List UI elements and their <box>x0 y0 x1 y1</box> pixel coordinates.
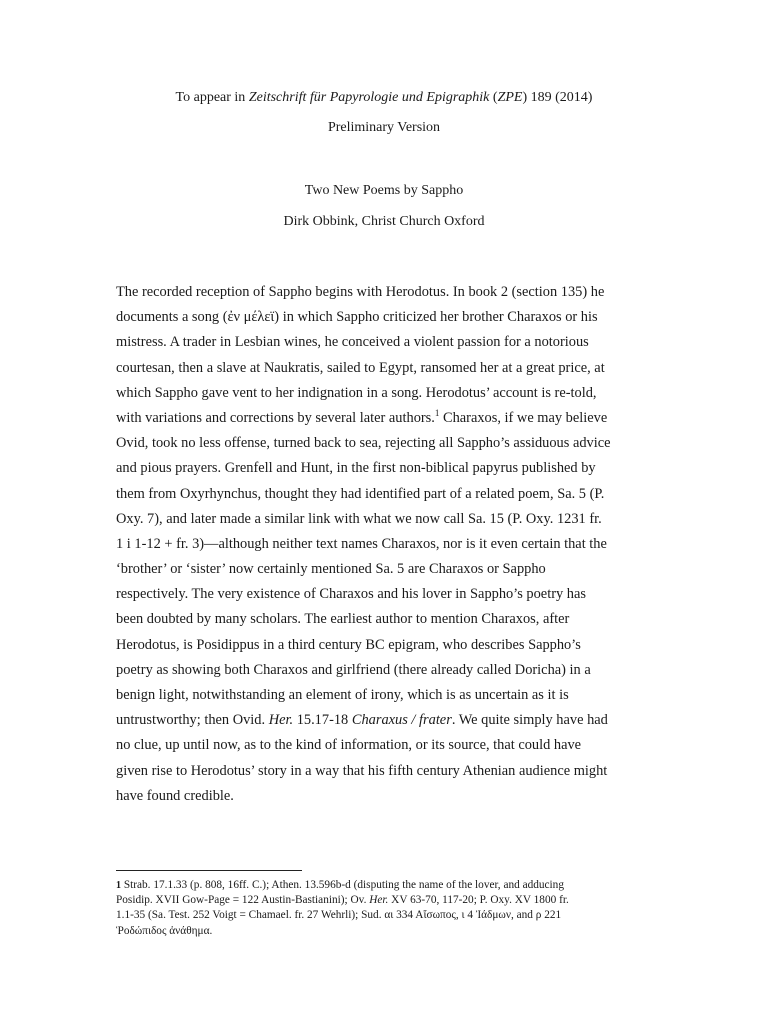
body-line: and pious prayers. Grenfell and Hunt, in the first non-biblical papyrus published by <box>116 460 596 477</box>
body-line: Oxy. 7), and later made a similar link with what we now call Sa. 15 (P. Oxy. 1231 fr. <box>116 510 602 527</box>
footnote-text: Strab. 17.1.33 (p. 808, 16ff. C.); Athen. 13.596b-d (disputing the name of the lover, and adducing <box>121 879 564 891</box>
version-note: Preliminary Version <box>327 120 441 135</box>
footnote-text: Posidip. XVII Gow-Page = 122 Austin-Bastianini); Ov. <box>116 894 370 907</box>
footnote-reference[interactable]: 1 <box>434 408 440 419</box>
body-line: documents a song (ἐν μέλεϊ) in which Sappho criticized her brother Charaxos or his <box>116 309 598 326</box>
footnote-line: Ῥοδώπιδος ἀνάθημα. <box>116 924 213 937</box>
footnote-line <box>116 893 661 908</box>
publication-note-volume: ) 189 (2014) <box>522 90 593 105</box>
body-line: Ovid, took no less offense, turned back to sea, rejecting all Sappho’s assiduous advice <box>116 435 611 452</box>
body-line: benign light, notwithstanding an element of irony, which is as uncertain as it is <box>116 687 569 703</box>
publication-note <box>0 89 768 107</box>
footnote-number: 1 <box>116 880 121 891</box>
body-paragraph <box>116 280 661 809</box>
body-line <box>116 708 661 733</box>
publication-note-paren: ( <box>489 90 498 105</box>
footnote <box>116 878 661 939</box>
body-text-segment: untrustworthy; then Ovid. <box>116 712 269 729</box>
body-text-segment: with variations and corrections by several later authors. <box>116 409 435 426</box>
body-text-segment: Charaxos, if we may believe <box>439 409 608 426</box>
body-line: which Sappho gave vent to her indignation in a song. Herodotus’ account is re-told, <box>116 384 597 401</box>
body-line: no clue, up until now, as to the kind of information, or its source, that could have <box>116 737 582 754</box>
body-line: poetry as showing both Charaxos and girlfriend (there already called Doricha) in a <box>116 661 591 678</box>
body-text-segment: . We quite simply have had <box>451 712 608 729</box>
publication-note-prefix: To appear in <box>175 90 249 105</box>
journal-abbreviation: ZPE <box>497 90 523 105</box>
body-line: ‘brother’ or ‘sister’ now certainly mentioned Sa. 5 are Charaxos or Sappho <box>116 561 546 578</box>
citation-italic: Her. <box>369 894 389 907</box>
body-line: Herodotus, is Posidippus in a third century BC epigram, who describes Sappho’s <box>116 636 581 653</box>
body-line: have found credible. <box>116 787 234 804</box>
citation-italic: Charaxus / frater <box>351 712 452 729</box>
footnote-text: XV 63-70, 117-20; P. Oxy. XV 1800 fr. <box>388 894 569 907</box>
journal-title: Zeitschrift für Papyrologie und Epigraphik <box>248 90 490 105</box>
footnote-line: 1.1-35 (Sa. Test. 252 Voigt = Chamael. fr. 27 Wehrli); Sud. αι 334 Αἴσωπος, ι 4 Ἰάδμων, and ρ 221 <box>116 909 562 922</box>
body-line: 1 i 1-12 + fr. 3)—although neither text names Charaxos, nor is it even certain that the <box>116 535 607 552</box>
body-line: mistress. A trader in Lesbian wines, he conceived a violent passion for a notorious <box>116 334 589 351</box>
paper-title: Two New Poems by Sappho <box>304 183 464 198</box>
author-line: Dirk Obbink, Christ Church Oxford <box>283 214 485 229</box>
body-line: been doubted by many scholars. The earliest author to mention Charaxos, after <box>116 611 570 628</box>
body-line: given rise to Herodotus’ story in a way that his fifth century Athenian audience might <box>116 762 608 779</box>
body-line <box>116 406 661 431</box>
body-line: The recorded reception of Sappho begins with Herodotus. In book 2 (section 135) he <box>116 284 605 300</box>
body-line: courtesan, then a slave at Naukratis, sailed to Egypt, ransomed her at a great price, at <box>116 359 605 376</box>
footnote-line <box>116 878 661 893</box>
body-text-segment: 15.17-18 <box>293 712 352 729</box>
body-line: respectively. The very existence of Charaxos and his lover in Sappho’s poetry has <box>116 586 586 603</box>
footnote-divider <box>116 870 302 871</box>
citation-italic: Her. <box>268 712 294 729</box>
body-line: them from Oxyrhynchus, thought they had identified part of a related poem, Sa. 5 (P. <box>116 485 605 502</box>
